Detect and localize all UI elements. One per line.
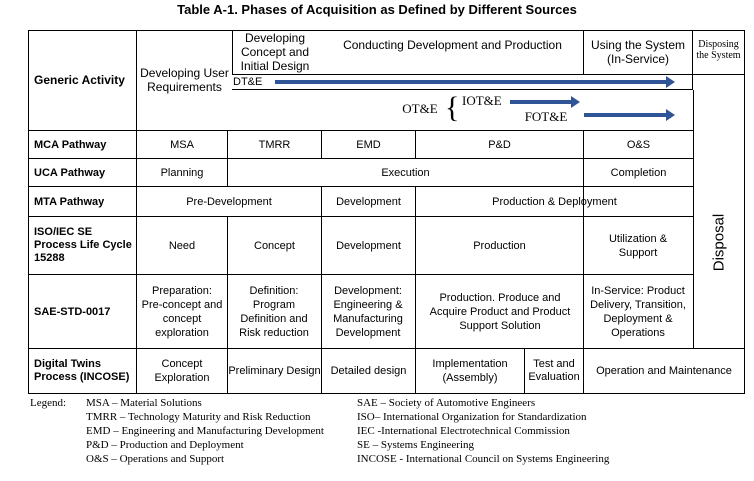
legend-item: SAE – Society of Automotive Engineers [357,397,536,409]
legend-item: ISO– International Organization for Standardization [357,411,587,423]
table-title: Table A-1. Phases of Acquisition as Defined by Different Sources [177,2,577,17]
mca-cell: EMD [356,138,381,151]
dtp-cell: Operation and Maintenance [596,365,732,377]
dtp-label: Digital Twins Process (INCOSE) [34,358,130,383]
sae-cell: Preparation: Pre-concept and concept exploration [141,284,223,339]
ote-label: OT&E [402,101,438,116]
sae-cell: Production. Produce and Acquire Product and Product Support Solution [429,291,571,332]
iso-cell: Concept [254,239,295,252]
uca-label: UCA Pathway [34,166,106,179]
grid-line [232,74,745,75]
mca-cell: TMRR [258,138,291,151]
legend-item: TMRR – Technology Maturity and Risk Reduction [86,411,311,423]
legend-item: O&S – Operations and Support [86,453,225,465]
brace-icon: { [445,91,460,124]
sae-cell: Definition: Program Definition and Risk reduction [239,284,309,339]
legend-item: INCOSE - International Council on Systems Engineering [357,453,610,465]
mca-cell: O&S [626,138,651,151]
dtp-cell: Implementation (Assembly) [432,358,508,384]
sae-cell: Development: Engineering & Manufacturing Development [333,284,403,339]
iso-cell: Production [473,239,526,252]
sae-cell: In-Service: Product Delivery, Transition, Deployment & Operations [590,284,686,339]
iso-cell: Utilization & Support [608,232,668,259]
dte-arrow [275,80,667,84]
disposing-system: Disposing the System [696,39,741,61]
fote-label: FOT&E [524,109,568,124]
mca-cell: P&D [488,138,511,151]
legend-item: SE – Systems Engineering [357,439,475,451]
iso-cell: Development [336,239,401,252]
uca-cell: Execution [381,166,430,179]
disposal-label: Disposal [710,213,728,272]
mca-label: MCA Pathway [34,138,107,151]
grid-line [744,30,745,394]
mta-cell: Development [336,195,401,208]
iote-label: IOT&E [462,93,502,108]
dtp-cell: Concept Exploration [154,358,210,384]
uca-cell: Completion [610,166,667,179]
fote-arrow [584,113,667,117]
legend-label: Legend: [30,397,67,409]
legend-item: IEC -International Electrotechnical Commission [357,425,570,437]
conducting-dev-prod: Conducting Development and Production [343,38,562,52]
dte-label: DT&E [233,76,263,88]
mta-cell: Pre-Development [186,195,272,208]
legend-item: MSA – Material Solutions [86,397,202,409]
dtp-cell: Detailed design [330,365,407,377]
generic-activity-label: Generic Activity [34,73,125,87]
uca-cell: Planning [160,166,204,179]
mta-cell: Production & Deployment [492,195,617,208]
iso-cell: Need [168,239,196,252]
iote-arrow [510,100,572,104]
using-system: Using the System (In-Service) [590,38,686,66]
legend-item: P&D – Production and Deployment [86,439,244,451]
dtp-cell: Preliminary Design [228,365,321,377]
mca-cell: MSA [170,138,194,151]
iso-label: ISO/IEC SE Process Life Cycle 15288 [34,226,132,264]
grid-line [232,89,692,90]
developing-user-requirements: Developing User Requirements [140,66,229,94]
mta-label: MTA Pathway [34,195,105,208]
dtp-cell: Test and Evaluation [528,358,580,383]
legend-item: EMD – Engineering and Manufacturing Development [86,425,324,437]
sae-label: SAE-STD-0017 [34,305,111,318]
developing-concept: Developing Concept and Initial Design [240,31,310,73]
